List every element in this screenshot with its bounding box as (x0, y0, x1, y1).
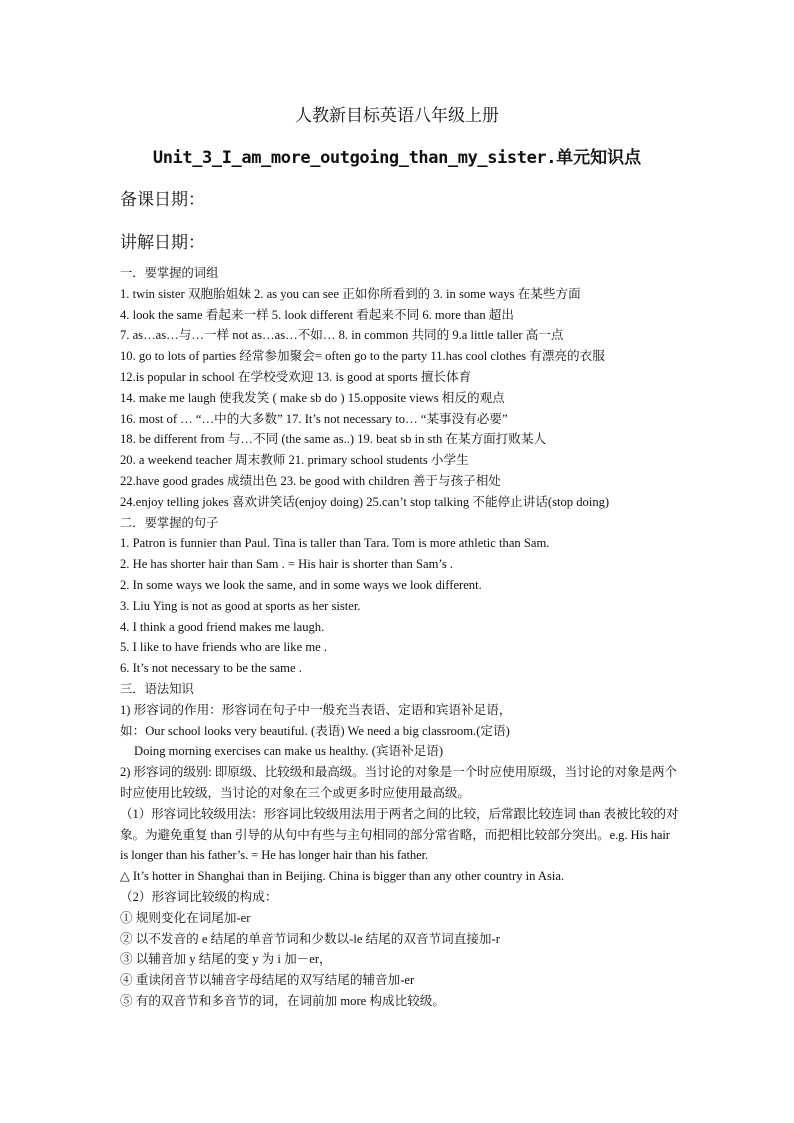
phrase-line: 7. as…as…与…一样 not as…as…不如… 8. in common 共同的 9.a little taller 高一点 (120, 328, 564, 343)
grammar-paragraph: （2）形容词比较级的构成： (120, 889, 278, 904)
document-body (120, 263, 680, 1012)
section-heading-sentences: 二．要掌握的句子 (120, 515, 219, 530)
rule-item: ③ 以辅音加 y 结尾的变 y 为 i 加－er， (120, 952, 332, 967)
phrase-line: 4. look the same 看起来一样 5. look different 看起来不同 6. more than 超出 (120, 307, 514, 322)
sentence-line: 5. I like to have friends who are like me . (120, 640, 328, 655)
rule-item: ① 规则变化在词尾加-er (120, 910, 251, 925)
sentence-line: 4. I think a good friend makes me laugh. (120, 619, 325, 634)
phrase-line: 10. go to lots of parties 经常参加聚会= often go to the party 11.has cool clothes 有漂亮的衣服 (120, 349, 605, 364)
sentence-line: 3. Liu Ying is not as good at sports as her sister. (120, 598, 361, 613)
phrase-line: 20. a weekend teacher 周末教师 21. primary school students 小学生 (120, 453, 469, 468)
subtitle-chinese: 单元知识点 (556, 148, 642, 168)
section-heading-phrases: 一．要掌握的词组 (120, 266, 219, 280)
grammar-paragraph: 如：Our school looks very beautiful. (表语) We need a big classroom.(定语) (120, 723, 510, 738)
phrase-line: 18. be different from 与…不同 (the same as..) 19. beat sb in sth 在某方面打败某人 (120, 432, 547, 447)
prep-date-label: 备课日期： (120, 190, 205, 210)
subtitle-english: Unit_3_I_am_more_outgoing_than_my_sister. (152, 148, 557, 168)
sentence-line: 2. He has shorter hair than Sam . = His hair is shorter than Sam’s . (120, 557, 454, 572)
grammar-paragraph: Doing morning exercises can make us healthy. (宾语补足语) (134, 744, 444, 759)
grammar-paragraph: △ It’s hotter in Shanghai than in Beijing. China is bigger than any other country in Asia. (120, 869, 565, 884)
phrase-line: 14. make me laugh 使我发笑 ( make sb do ) 15.opposite views 相反的观点 (120, 390, 505, 405)
teach-date-label: 讲解日期： (120, 233, 205, 253)
phrase-line: 12.is popular in school 在学校受欢迎 13. is good at sports 擅长体育 (120, 369, 472, 384)
grammar-paragraph: 1) 形容词的作用：形容词在句子中一般充当表语、定语和宾语补足语， (120, 702, 512, 717)
phrase-line: 16. most of … “…中的大多数” 17. It’s not necessary to… “某事没有必要” (120, 411, 508, 426)
rule-item: ⑤ 有的双音节和多音节的词，在词前加 more 构成比较级。 (120, 993, 445, 1008)
document-subtitle (0, 145, 794, 171)
sentence-line: 1. Patron is funnier than Paul. Tina is taller than Tara. Tom is more athletic than Sam. (120, 536, 550, 551)
grammar-paragraph: 2) 形容词的级别: 即原级、比较级和最高级。当讨论的对象是一个时应使用原级，当讨论的对象是两个时应使用比较级，当讨论的对象在三个或更多时应使用最高级。 (120, 765, 678, 800)
phrase-line: 24.enjoy telling jokes 喜欢讲笑话(enjoy doing) 25.can’t stop talking 不能停止讲话(stop doing) (120, 494, 610, 509)
section-heading-grammar: 三．语法知识 (120, 681, 194, 696)
grammar-paragraph: （1）形容词比较级用法：形容词比较级用法用于两者之间的比较，后常跟比较连词 than 表被比较的对象。为避免重复 than 引导的从句中有些与主句相同的部分常省略，而把相比较部分突出。e.g. His hair is longer than his father’s. = He has longer hair than his father. (120, 806, 679, 863)
sentence-line: 2. In some ways we look the same, and in some ways we look different. (120, 577, 482, 592)
document-title: 人教新目标英语八年级上册 (295, 106, 499, 126)
rule-item: ④ 重读闭音节以辅音字母结尾的双写结尾的辅音加-er (120, 973, 415, 988)
phrase-line: 1. twin sister 双胞胎姐妹 2. as you can see 正如你所看到的 3. in some ways 在某些方面 (120, 286, 581, 301)
sentence-line: 6. It’s not necessary to be the same . (120, 661, 302, 676)
rule-item: ② 以不发音的 e 结尾的单音节词和少数以-le 结尾的双音节词直接加-r (120, 931, 500, 946)
phrase-line: 22.have good grades 成绩出色 23. be good with children 善于与孩子相处 (120, 473, 501, 488)
